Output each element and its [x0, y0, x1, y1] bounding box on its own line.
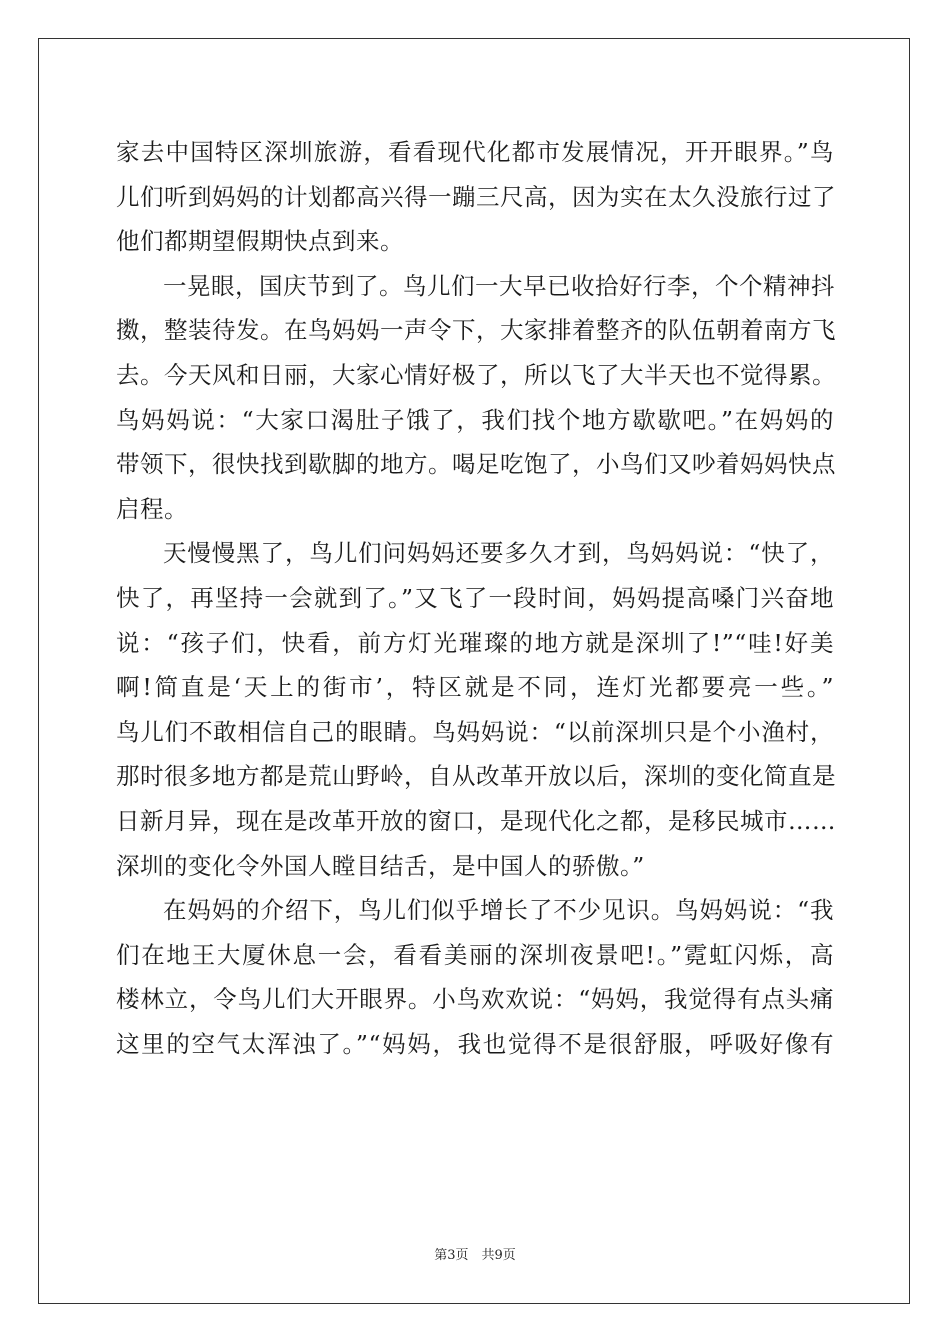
text-line: 去。今天风和日丽，大家心情好极了，所以飞了大半天也不觉得累。: [116, 360, 836, 389]
text-line: 天慢慢黑了，鸟儿们问妈妈还要多久才到，鸟妈妈说：“快了，: [163, 539, 834, 568]
text-line: 带领下，很快找到歇脚的地方。喝足吃饱了，小鸟们又吵着妈妈快点: [116, 450, 836, 479]
paragraph-3: [116, 531, 834, 888]
text-line: 鸟儿们不敢相信自己的眼睛。鸟妈妈说：“以前深圳只是个小渔村，: [116, 717, 834, 746]
text-line: 说：“孩子们，快看，前方灯光璀璨的地方就是深圳了!”“哇!好美: [116, 628, 834, 657]
text-line: 在妈妈的介绍下，鸟儿们似乎增长了不少见识。鸟妈妈说：“我: [163, 896, 834, 925]
text-line: 那时很多地方都是荒山野岭，自从改革开放以后，深圳的变化简直是: [116, 762, 836, 791]
text-line: 一晃眼，国庆节到了。鸟儿们一大早已收拾好行李，个个精神抖: [163, 271, 835, 300]
text-line: 启程。: [116, 494, 188, 523]
paragraph-1: [116, 130, 834, 264]
text-line: 们在地王大厦休息一会，看看美丽的深圳夜景吧!。”霓虹闪烁，高: [116, 940, 834, 969]
document-body: [116, 130, 834, 1066]
text-line: 儿们听到妈妈的计划都高兴得一蹦三尺高，因为实在太久没旅行过了: [116, 182, 836, 211]
text-line: 日新月异，现在是改革开放的窗口，是现代化之都，是移民城市……: [116, 806, 836, 835]
paragraph-4: [116, 888, 834, 1066]
text-line: 啊!简直是‘天上的街市’，特区就是不同，连灯光都要亮一些。”: [116, 673, 834, 702]
text-line: 这里的空气太浑浊了。”“妈妈，我也觉得不是很舒服，呼吸好像有: [116, 1029, 834, 1058]
paragraph-2: [116, 264, 834, 532]
text-line: 他们都期望假期快点到来。: [116, 227, 404, 256]
text-line: 快了，再坚持一会就到了。”又飞了一段时间，妈妈提高嗓门兴奋地: [116, 583, 834, 612]
text-line: 鸟妈妈说：“大家口渴肚子饿了，我们找个地方歇歇吧。”在妈妈的: [116, 405, 834, 434]
text-line: 深圳的变化令外国人瞠目结舌，是中国人的骄傲。”: [116, 851, 645, 880]
page-number-footer: 第3页 共9页: [434, 1248, 516, 1263]
text-line: 家去中国特区深圳旅游，看看现代化都市发展情况，开开眼界。”鸟: [116, 138, 834, 166]
text-line: 楼林立，令鸟儿们大开眼界。小鸟欢欢说：“妈妈，我觉得有点头痛: [116, 985, 834, 1014]
text-line: 擞，整装待发。在鸟妈妈一声令下，大家排着整齐的队伍朝着南方飞: [116, 316, 836, 345]
